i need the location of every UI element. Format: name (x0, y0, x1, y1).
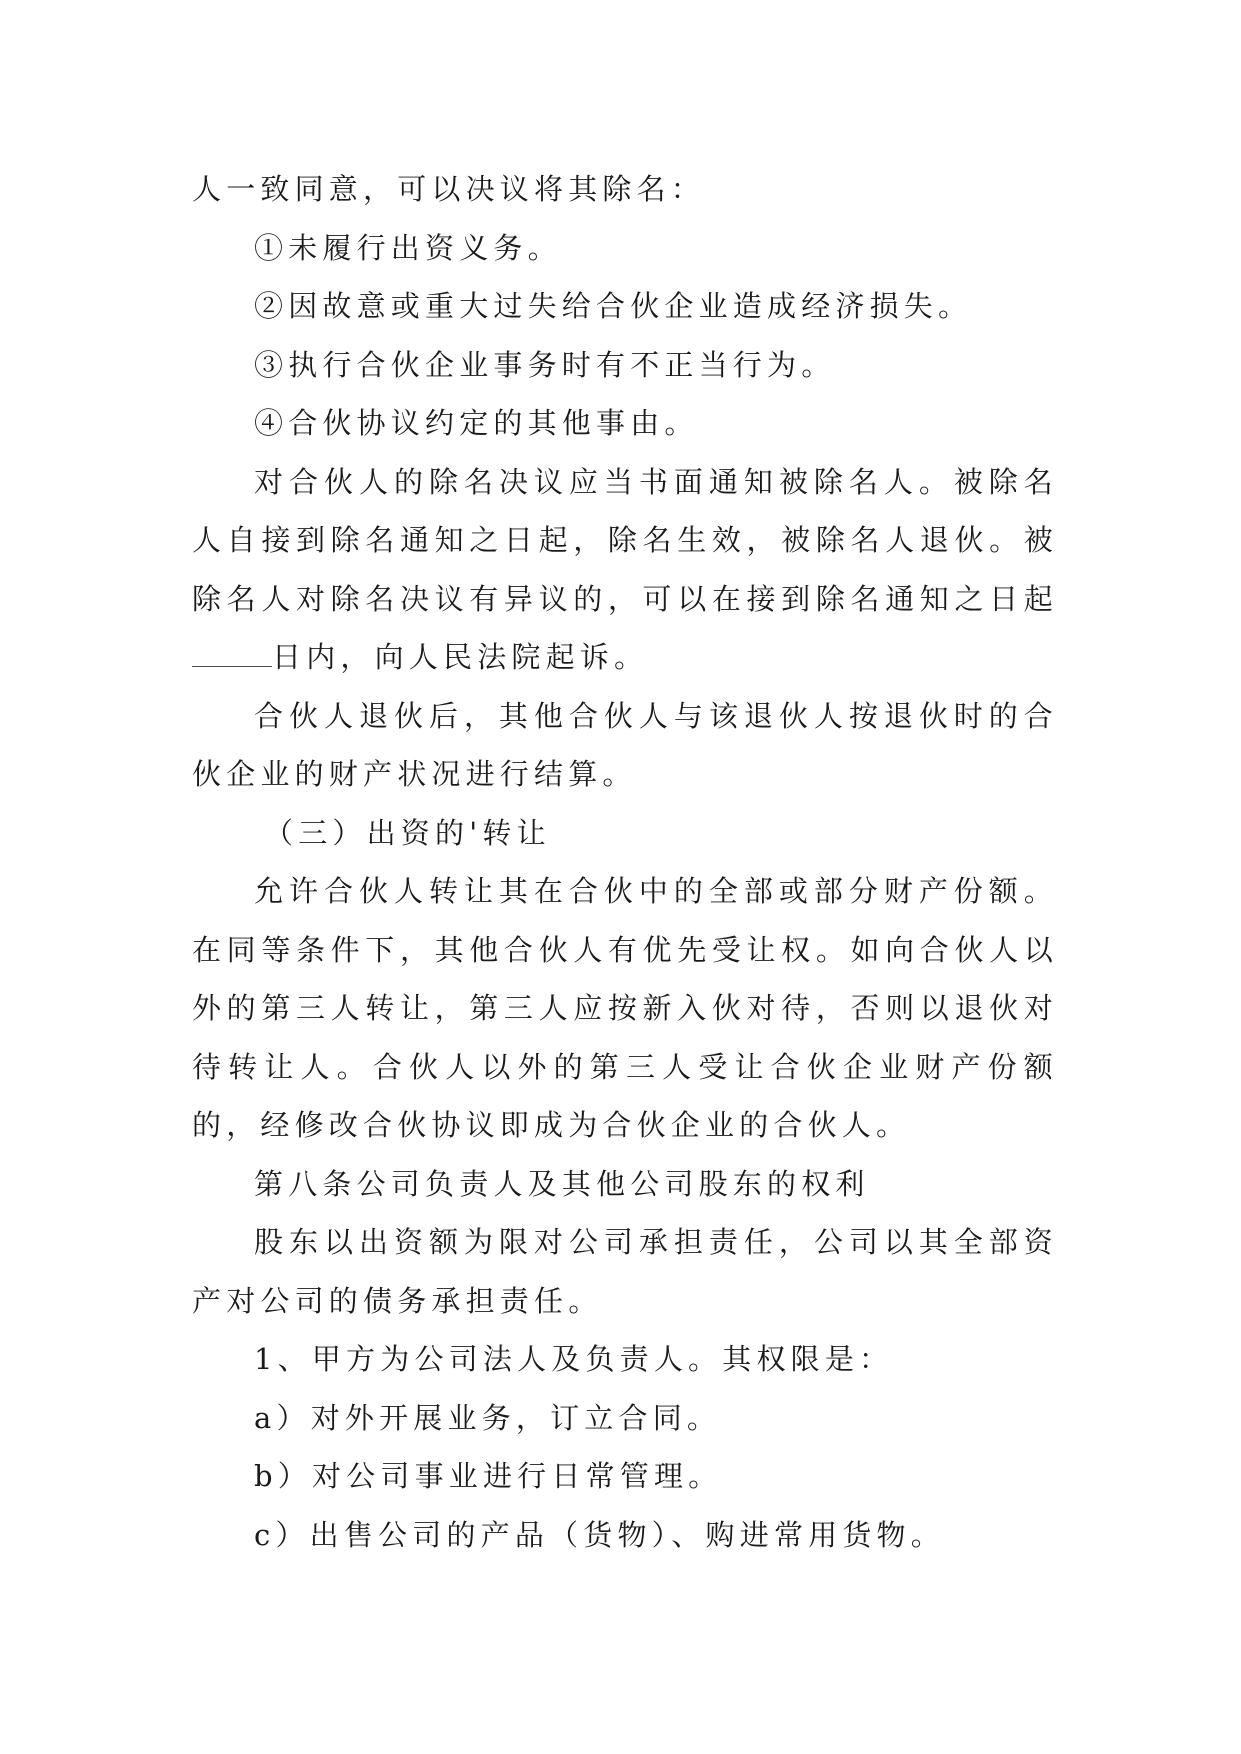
days-blank-line (192, 636, 272, 667)
expulsion-notice-text: 对合伙人的除名决议应当书面通知被除名人。被除名人自接到除名通知之日起，除名生效，被除名人退伙。被除名人对除名决议有异议的，可以在接到除名通知之日起 (192, 464, 1058, 616)
article-heading-eight: 第八条公司负责人及其他公司股东的权利 (254, 1166, 870, 1201)
list-item-daily-management: b）对公司事业进行日常管理。 (254, 1459, 723, 1493)
list-item-economic-loss: ②因故意或重大过失给合伙企业造成经济损失。 (254, 289, 973, 323)
list-item-improper-conduct: ③执行合伙企业事务时有不正当行为。 (254, 347, 836, 382)
paragraph-expulsion-intro: 人一致同意，可以决议将其除名： (192, 172, 706, 206)
paragraph-party-a-authority: 1、甲方为公司法人及负责人。其权限是： (254, 1342, 894, 1376)
paragraph-transfer-rules: 允许合伙人转让其在合伙中的全部或部分财产份额。在同等条件下，其他合伙人有优先受让权。如向合伙人以外的第三人转让，第三人应按新入伙对待，否则以退伙对待转让人。合伙人以外的第三人受让合伙企业财产份额的，经修改合伙协议即成为合伙企业的合伙人。 (192, 874, 1058, 1142)
paragraph-expulsion-notice (192, 453, 1058, 687)
expulsion-notice-tail: 日内，向人民法院起诉。 (272, 640, 649, 674)
paragraph-settlement: 合伙人退伙后，其他合伙人与该退伙人按退伙时的合伙企业的财产状况进行结算。 (192, 698, 1058, 791)
list-item-other-reasons: ④合伙协议约定的其他事由。 (254, 406, 699, 440)
section-heading-capital-transfer: （三）出资的'转让 (264, 815, 551, 850)
document-body (192, 160, 1058, 1564)
list-item-unpaid-capital: ①未履行出资义务。 (254, 230, 562, 265)
list-item-business-contracts: a）对外开展业务，订立合同。 (254, 1400, 722, 1435)
list-item-sales-purchases: c）出售公司的产品（货物）、购进常用货物。 (254, 1517, 945, 1552)
paragraph-liability: 股东以出资额为限对公司承担责任，公司以其全部资产对公司的债务承担责任。 (192, 1225, 1058, 1318)
